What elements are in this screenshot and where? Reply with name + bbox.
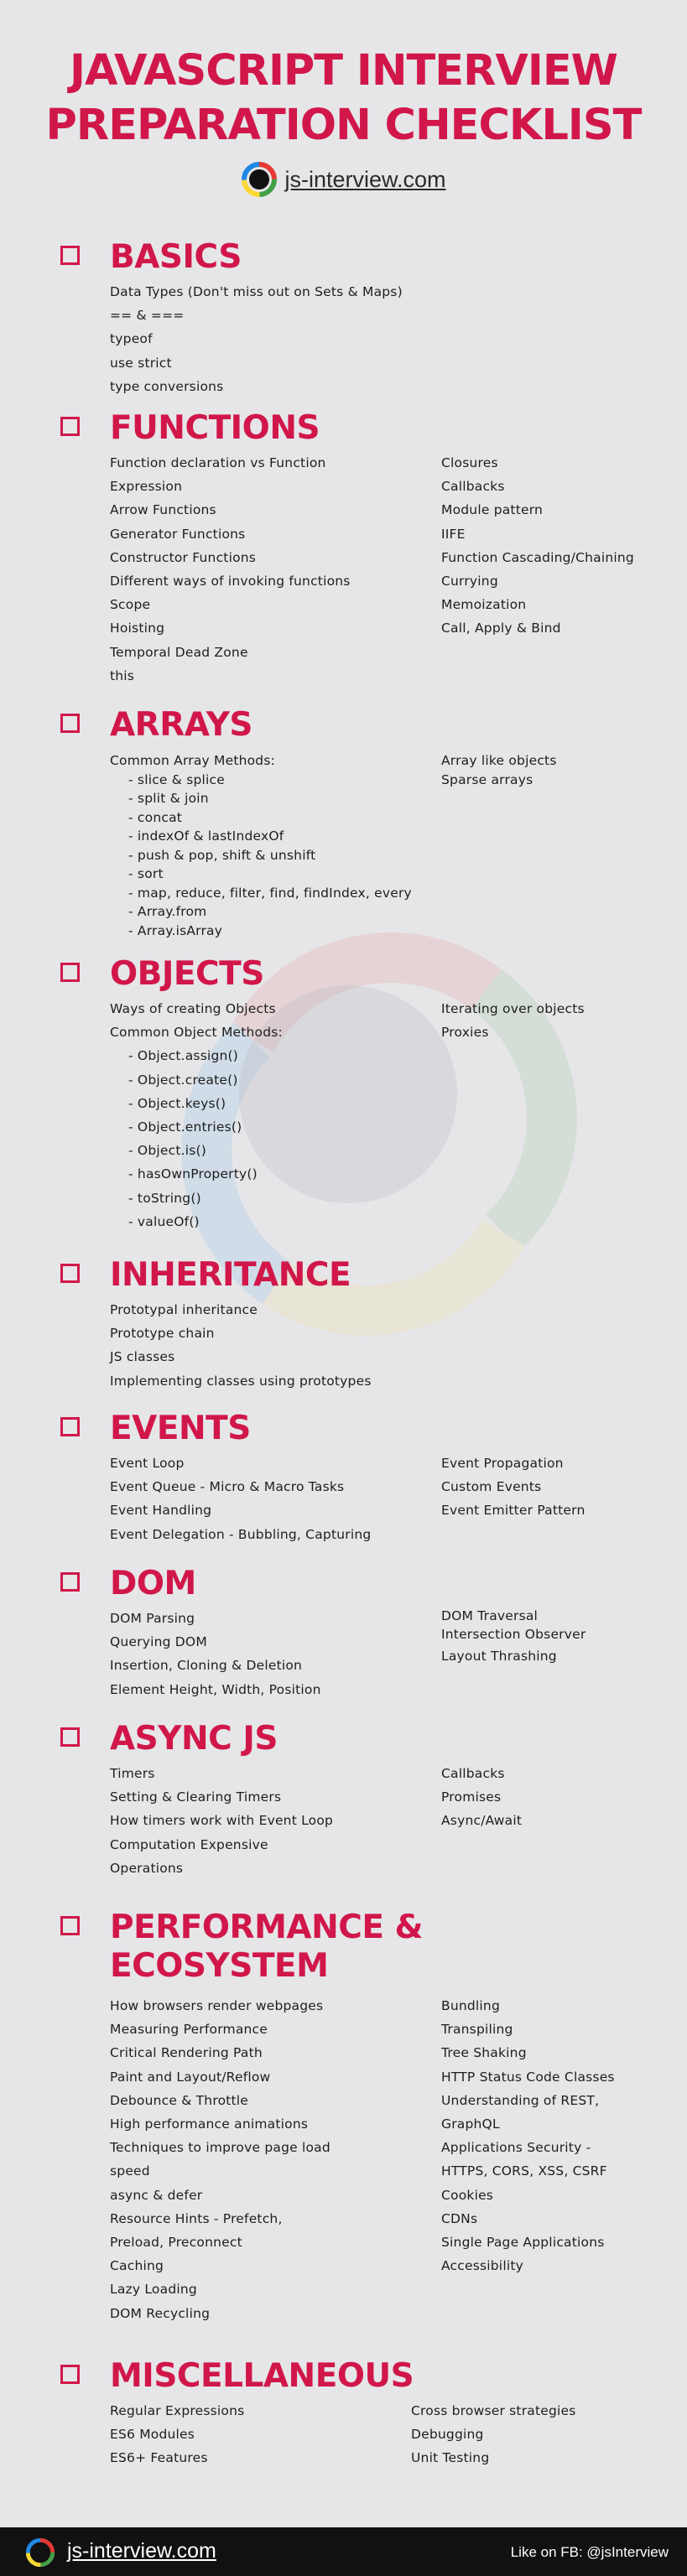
checkbox[interactable] xyxy=(60,1727,80,1747)
page-header xyxy=(0,44,687,153)
checkbox[interactable] xyxy=(60,1916,80,1935)
list-item: Setting & Clearing Timers xyxy=(110,1789,282,1805)
section-basics xyxy=(0,238,687,394)
title-line-1: JAVASCRIPT INTERVIEW xyxy=(70,46,617,96)
list-item: Event Queue - Micro & Macro Tasks xyxy=(110,1479,345,1495)
list-item: - Array.from xyxy=(128,904,207,919)
list-right xyxy=(441,1452,585,1523)
list-left xyxy=(110,451,351,688)
section-title xyxy=(110,1909,423,1986)
list-item: typeof xyxy=(110,331,153,347)
list-item: - valueOf() xyxy=(128,1213,200,1229)
list-item: Array like objects xyxy=(441,753,557,768)
section-title: DOM xyxy=(110,1565,196,1602)
list-item: Intersection Observer xyxy=(441,1627,586,1642)
list-item: Memoization xyxy=(441,597,527,613)
list-item: speed xyxy=(110,2163,150,2179)
brand xyxy=(0,161,687,198)
list-item: Tree Shaking xyxy=(441,2045,527,2061)
list-item: Insertion, Cloning & Deletion xyxy=(110,1658,303,1674)
list-item: Operations xyxy=(110,1860,184,1876)
list-item: - hasOwnProperty() xyxy=(128,1166,258,1182)
list-item: Debounce & Throttle xyxy=(110,2092,249,2108)
list-item: Closures xyxy=(441,455,498,470)
list-right xyxy=(441,997,585,1044)
list-item: HTTP Status Code Classes xyxy=(441,2069,615,2085)
section-dom xyxy=(0,1565,687,1697)
list-item: - Object.create() xyxy=(128,1072,238,1088)
list-left xyxy=(110,1607,321,1701)
list-item: Layout Thrashing xyxy=(441,1649,557,1664)
list-item: ES6+ Features xyxy=(110,2450,208,2466)
list-item: Hoisting xyxy=(110,621,165,636)
list-item: Ways of creating Objects xyxy=(110,1001,276,1016)
list-left xyxy=(110,1994,330,2325)
list-item: async & defer xyxy=(110,2187,203,2203)
section-title-line: ECOSYSTEM xyxy=(110,1947,329,1985)
checkbox[interactable] xyxy=(60,1264,80,1283)
list-item: Lazy Loading xyxy=(110,2282,197,2298)
section-inheritance xyxy=(0,1256,687,1389)
list-item: Debugging xyxy=(411,2427,484,2443)
list-item: Transpiling xyxy=(441,2022,513,2038)
list-item: - Array.isArray xyxy=(128,922,223,938)
section-title: INHERITANCE xyxy=(110,1256,351,1294)
footer-brand-link[interactable]: js-interview.com xyxy=(67,2539,216,2563)
list-item: Accessibility xyxy=(441,2258,523,2274)
list-right xyxy=(411,2399,576,2470)
section-events xyxy=(0,1410,687,1542)
list-item: Regular Expressions xyxy=(110,2403,245,2418)
list-item: - map, reduce, filter, find, findIndex, every xyxy=(128,885,412,901)
section-title: EVENTS xyxy=(110,1410,251,1447)
list-item: use strict xyxy=(110,355,172,371)
list-item: Cookies xyxy=(441,2187,494,2203)
section-async-js xyxy=(0,1720,687,1876)
list-item: Event Handling xyxy=(110,1503,212,1519)
list-item: - indexOf & lastIndexOf xyxy=(128,828,284,844)
js-interview-logo-icon xyxy=(241,161,278,198)
list-item: Scope xyxy=(110,597,151,613)
section-arrays xyxy=(0,706,687,938)
list-item: Proxies xyxy=(441,1025,489,1041)
list-item: - slice & splice xyxy=(128,771,225,787)
checkbox[interactable] xyxy=(60,2365,80,2384)
brand-link[interactable]: js-interview.com xyxy=(284,166,446,192)
facebook-link[interactable]: Like on FB: @jsInterview xyxy=(510,2544,669,2560)
list-item: Bundling xyxy=(441,1998,500,2013)
list-item: JS classes xyxy=(110,1349,175,1365)
list-heading: Common Array Methods: xyxy=(110,753,276,768)
list-right xyxy=(441,1994,615,2277)
list-item: IIFE xyxy=(441,526,466,542)
list-item: Function Cascading/Chaining xyxy=(441,549,634,565)
list-item: Call, Apply & Bind xyxy=(441,621,561,636)
list-item: Event Propagation xyxy=(441,1456,564,1471)
section-title: BASICS xyxy=(110,238,242,276)
checkbox[interactable] xyxy=(60,417,80,436)
list-right xyxy=(441,1762,522,1833)
list-item: CDNs xyxy=(441,2210,478,2226)
list-item: - Object.entries() xyxy=(128,1119,242,1135)
list-right xyxy=(441,751,557,789)
list-item: Temporal Dead Zone xyxy=(110,644,248,660)
list-item: Promises xyxy=(441,1789,502,1805)
list-right xyxy=(441,451,634,641)
list-item: - Object.assign() xyxy=(128,1048,239,1064)
list-item: Expression xyxy=(110,479,183,495)
section-miscellaneous xyxy=(0,2357,687,2466)
list-item: Single Page Applications xyxy=(441,2235,605,2251)
list-item: Preload, Preconnect xyxy=(110,2235,242,2251)
list-item: this xyxy=(110,667,135,683)
js-interview-logo-icon xyxy=(25,2537,55,2568)
list-right xyxy=(441,1607,586,1669)
list-item: Event Delegation - Bubbling, Capturing xyxy=(110,1526,372,1542)
list-item: HTTPS, CORS, XSS, CSRF xyxy=(441,2163,607,2179)
list-item: type conversions xyxy=(110,378,224,394)
list-item: Arrow Functions xyxy=(110,502,216,518)
list-item: Element Height, Width, Position xyxy=(110,1681,321,1697)
list-item: - push & pop, shift & unshift xyxy=(128,847,316,863)
list-item: - Object.keys() xyxy=(128,1095,226,1111)
checkbox[interactable] xyxy=(60,1572,80,1592)
list-item: High performance animations xyxy=(110,2116,309,2132)
list-item: Generator Functions xyxy=(110,526,246,542)
list-item: - concat xyxy=(128,809,183,825)
list-item: Implementing classes using prototypes xyxy=(110,1373,372,1389)
list-item: DOM Recycling xyxy=(110,2305,211,2321)
list-left xyxy=(110,1762,333,1880)
list-item: Paint and Layout/Reflow xyxy=(110,2069,271,2085)
list-item: DOM Traversal xyxy=(441,1608,539,1623)
list-item: Callbacks xyxy=(441,1766,505,1781)
list-item: Understanding of REST, xyxy=(441,2092,600,2108)
list-item: Callbacks xyxy=(441,479,505,495)
list-item: Async/Await xyxy=(441,1813,523,1829)
list-item: Custom Events xyxy=(441,1479,542,1495)
section-title: OBJECTS xyxy=(110,955,264,993)
list-item: Timers xyxy=(110,1766,155,1781)
list-item: - Object.is() xyxy=(128,1143,207,1159)
list-left xyxy=(110,751,412,940)
list-item: Module pattern xyxy=(441,502,544,518)
list-item: Resource Hints - Prefetch, xyxy=(110,2210,283,2226)
list-item: Data Types (Don't miss out on Sets & Maps) xyxy=(110,284,403,299)
list-item: DOM Parsing xyxy=(110,1611,195,1626)
section-title: FUNCTIONS xyxy=(110,409,320,447)
list-item: Critical Rendering Path xyxy=(110,2045,263,2061)
section-title-line: PERFORMANCE & xyxy=(110,1909,424,1946)
list-item: Techniques to improve page load xyxy=(110,2140,330,2156)
section-performance xyxy=(0,1909,687,2321)
list-item: Iterating over objects xyxy=(441,1001,585,1016)
list-item: Querying DOM xyxy=(110,1634,207,1650)
list-item: Computation Expensive xyxy=(110,1836,268,1852)
list-item: Sparse arrays xyxy=(441,771,533,787)
list-item: How timers work with Event Loop xyxy=(110,1813,334,1829)
list-item: Measuring Performance xyxy=(110,2022,268,2038)
list-item: Caching xyxy=(110,2258,164,2274)
list-item: == & === xyxy=(110,308,185,324)
section-functions xyxy=(0,409,687,683)
list-item: Different ways of invoking functions xyxy=(110,574,351,589)
list-item: - toString() xyxy=(128,1190,201,1206)
section-objects xyxy=(0,955,687,1229)
list-item: Prototypal inheritance xyxy=(110,1302,258,1317)
list-item: Function declaration vs Function xyxy=(110,455,326,470)
list-left xyxy=(110,1452,371,1546)
footer xyxy=(0,2527,687,2576)
list-left xyxy=(110,1298,372,1393)
list-item: Currying xyxy=(441,574,498,589)
list-item: How browsers render webpages xyxy=(110,1998,324,2013)
list-item: ES6 Modules xyxy=(110,2427,195,2443)
list-item: Constructor Functions xyxy=(110,549,257,565)
list-left xyxy=(110,997,283,1233)
title-line-2: PREPARATION CHECKLIST xyxy=(45,101,642,150)
list-item: Applications Security - xyxy=(441,2140,591,2156)
list-item: - sort xyxy=(128,866,164,881)
list-item: Prototype chain xyxy=(110,1326,215,1342)
checkbox[interactable] xyxy=(60,246,80,265)
checkbox[interactable] xyxy=(60,1417,80,1436)
section-title: ARRAYS xyxy=(110,706,253,744)
list-heading: Common Object Methods: xyxy=(110,1025,283,1041)
list-item: GraphQL xyxy=(441,2116,500,2132)
list-item: Event Emitter Pattern xyxy=(441,1503,586,1519)
checkbox[interactable] xyxy=(60,963,80,982)
list-item: Unit Testing xyxy=(411,2450,490,2466)
list-left xyxy=(110,280,403,398)
checkbox[interactable] xyxy=(60,714,80,733)
list-left xyxy=(110,2399,244,2470)
section-title: MISCELLANEOUS xyxy=(110,2357,414,2395)
list-item: - split & join xyxy=(128,791,209,806)
section-title: ASYNC JS xyxy=(110,1720,278,1758)
list-item: Cross browser strategies xyxy=(411,2403,576,2418)
list-item: Event Loop xyxy=(110,1456,185,1471)
